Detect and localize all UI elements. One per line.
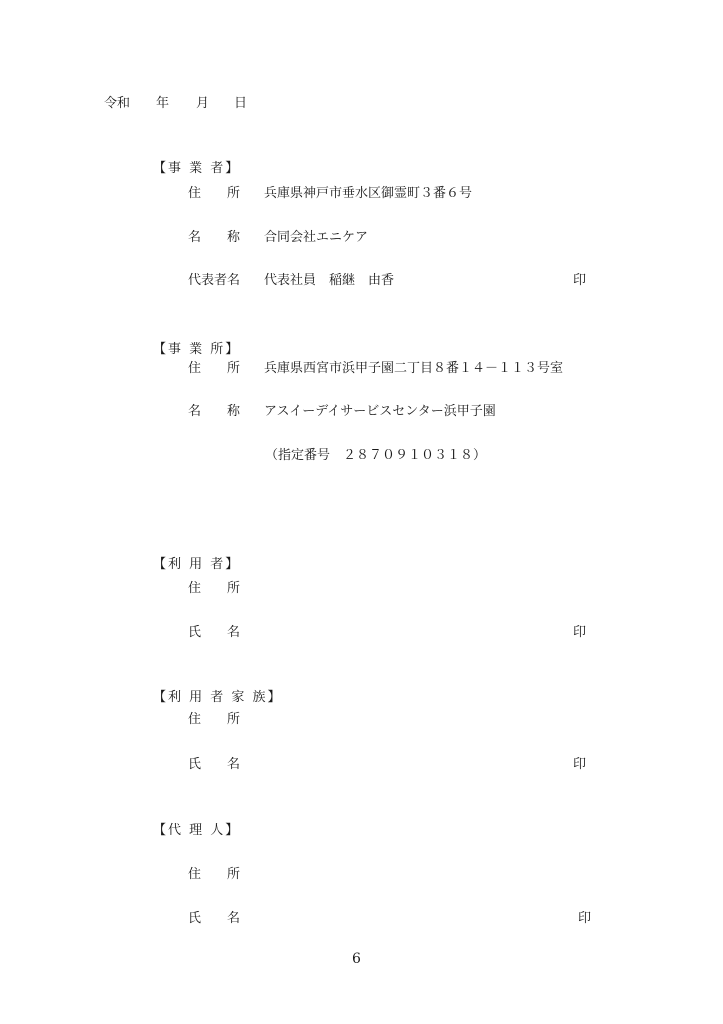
date-line bbox=[104, 97, 264, 113]
office-address-label: 住 所 bbox=[188, 361, 241, 376]
office-name: アスイーデイサービスセンター浜甲子園 bbox=[264, 404, 496, 419]
business-operator-rep: 代表社員 稲継 由香 bbox=[264, 273, 395, 288]
user-family-name-label: 氏 名 bbox=[188, 757, 241, 772]
agent-seal: 印 bbox=[578, 911, 592, 926]
business-operator-address: 兵庫県神戸市垂水区御霊町３番６号 bbox=[264, 186, 473, 201]
office-name-label: 名 称 bbox=[188, 404, 241, 419]
user-name-label: 氏 名 bbox=[188, 625, 241, 640]
user-seal: 印 bbox=[573, 625, 587, 640]
agent-address-label: 住 所 bbox=[188, 867, 241, 882]
agent-heading: 【代 理 人】 bbox=[153, 823, 241, 838]
agent-name-label: 氏 名 bbox=[188, 911, 241, 926]
office-designation: （指定番号 ２８７０９１０３１８） bbox=[265, 448, 487, 463]
user-family-heading: 【利 用 者 家 族】 bbox=[153, 690, 283, 705]
user-family-seal: 印 bbox=[573, 757, 587, 772]
business-operator-rep-label: 代表者名 bbox=[188, 273, 241, 288]
date-year: 年 bbox=[156, 96, 170, 111]
user-heading: 【利 用 者】 bbox=[153, 557, 241, 572]
business-operator-name-label: 名 称 bbox=[188, 230, 241, 245]
user-family-address-label: 住 所 bbox=[188, 712, 241, 727]
date-day: 日 bbox=[234, 96, 248, 111]
business-operator-name: 合同会社エニケア bbox=[264, 230, 369, 245]
business-operator-heading: 【事 業 者】 bbox=[153, 161, 241, 176]
business-operator-seal: 印 bbox=[573, 273, 587, 288]
business-operator-address-label: 住 所 bbox=[188, 186, 241, 201]
date-month: 月 bbox=[196, 96, 210, 111]
user-address-label: 住 所 bbox=[188, 581, 241, 596]
page-number: 6 bbox=[352, 951, 361, 967]
office-heading: 【事 業 所】 bbox=[153, 342, 241, 357]
date-era: 令和 bbox=[104, 96, 131, 111]
office-address: 兵庫県西宮市浜甲子園二丁目８番１４－１１３号室 bbox=[264, 361, 564, 376]
